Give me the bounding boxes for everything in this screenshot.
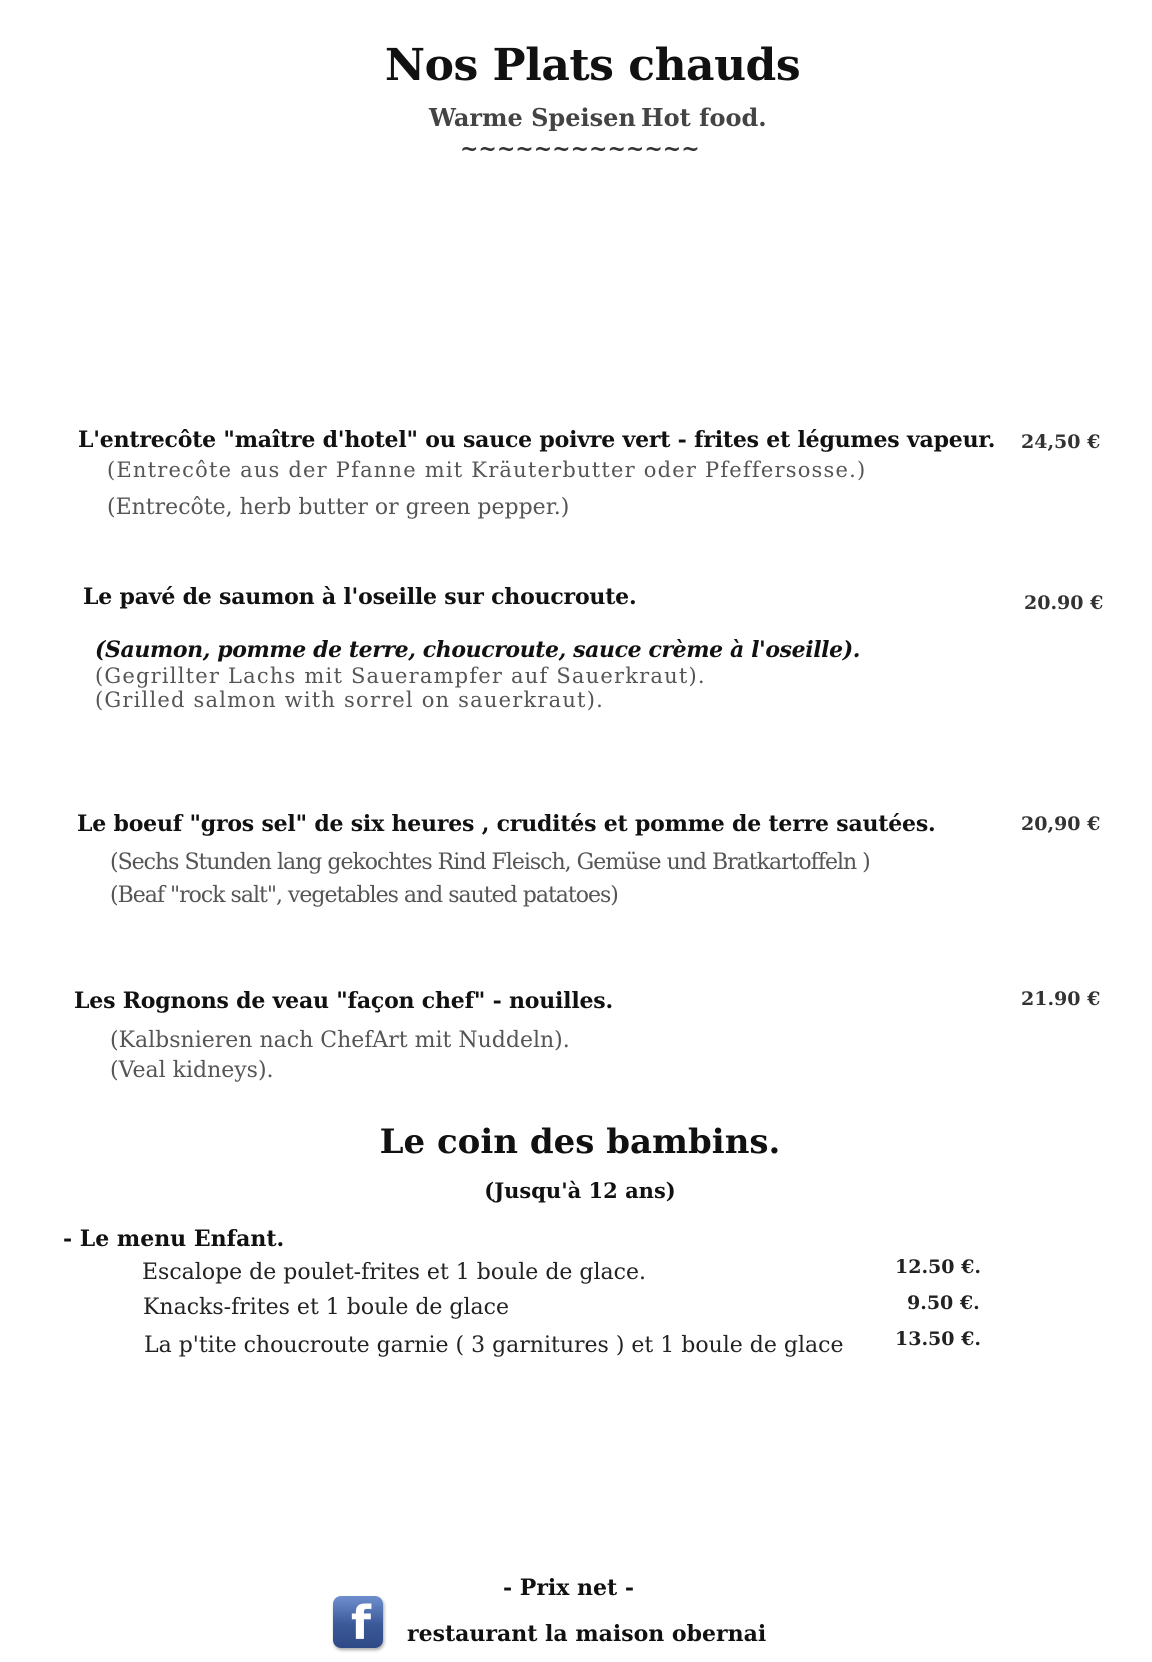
dish-german-boeuf: (Sechs Stunden lang gekochtes Rind Fleisch, Gemüse und Bratkartoffeln ) bbox=[110, 850, 870, 875]
dish-german-rognons: (Kalbsnieren nach ChefArt mit Nuddeln). bbox=[110, 1028, 570, 1053]
dish-name-rognons: Les Rognons de veau "façon chef" - nouilles. bbox=[74, 988, 613, 1014]
kids-item-name: Knacks-frites et 1 boule de glace bbox=[143, 1295, 509, 1320]
dish-english-rognons: (Veal kidneys). bbox=[110, 1058, 274, 1083]
kids-menu-label: - Le menu Enfant. bbox=[63, 1226, 285, 1252]
dish-price-boeuf: 20,90 € bbox=[1021, 813, 1101, 835]
facebook-glyph: f bbox=[351, 1596, 372, 1650]
dish-price-entrecote: 24,50 € bbox=[1021, 431, 1101, 453]
kids-item-price: 12.50 €. bbox=[895, 1256, 981, 1278]
dish-english-saumon: (Grilled salmon with sorrel on sauerkraut). bbox=[95, 688, 604, 712]
kids-item-name: Escalope de poulet-frites et 1 boule de glace. bbox=[142, 1260, 646, 1285]
kids-item-price: 9.50 €. bbox=[907, 1292, 980, 1314]
dish-german-saumon: (Gegrillter Lachs mit Sauerampfer auf Sauerkraut). bbox=[95, 664, 706, 688]
dish-price-saumon: 20.90 € bbox=[1024, 592, 1104, 614]
kids-section-subtitle: (Jusqu'à 12 ans) bbox=[484, 1178, 676, 1203]
dish-name-saumon: Le pavé de saumon à l'oseille sur choucroute. bbox=[83, 584, 637, 610]
kids-item-name: La p'tite choucroute garnie ( 3 garnitures ) et 1 boule de glace bbox=[144, 1333, 844, 1358]
dish-german-entrecote: (Entrecôte aus der Pfanne mit Kräuterbutter oder Pfeffersosse.) bbox=[107, 458, 867, 482]
title-divider: ~~~~~~~~~~~~~ bbox=[460, 136, 700, 162]
dish-english-entrecote: (Entrecôte, herb butter or green pepper.) bbox=[107, 495, 570, 520]
facebook-icon[interactable] bbox=[333, 1596, 383, 1648]
dish-name-boeuf: Le boeuf "gros sel" de six heures , crudités et pomme de terre sautées. bbox=[77, 811, 936, 837]
kids-item-price: 13.50 €. bbox=[895, 1328, 981, 1350]
dish-french-saumon: (Saumon, pomme de terre, choucroute, sauce crème à l'oseille). bbox=[95, 637, 860, 663]
dish-price-rognons: 21.90 € bbox=[1021, 988, 1101, 1010]
dish-name-entrecote: L'entrecôte "maître d'hotel" ou sauce poivre vert - frites et légumes vapeur. bbox=[78, 427, 996, 453]
subtitle-german: Warme Speisen bbox=[429, 103, 636, 132]
subtitle-english: Hot food. bbox=[641, 103, 767, 132]
restaurant-name: restaurant la maison obernai bbox=[407, 1621, 767, 1647]
net-price-note: - Prix net - bbox=[503, 1575, 635, 1601]
dish-english-boeuf: (Beaf "rock salt", vegetables and sauted patatoes) bbox=[110, 883, 618, 908]
page-title: Nos Plats chauds bbox=[384, 40, 801, 91]
kids-section-title: Le coin des bambins. bbox=[379, 1122, 781, 1162]
